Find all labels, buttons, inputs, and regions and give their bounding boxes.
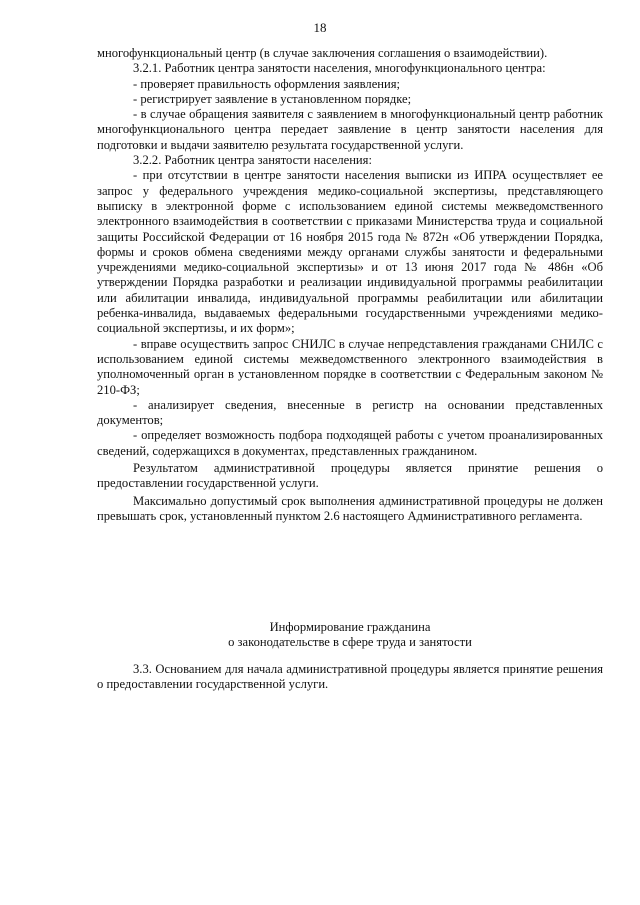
body-text: [97, 46, 603, 524]
paragraph: Максимально допустимый срок выполнения административной процедуры не должен превышать срок, установленный пунктом 2.6 настоящего Административного регламента.: [97, 493, 603, 523]
paragraph: многофункциональный центр (в случае заключения соглашения о взаимодействии).: [97, 46, 548, 60]
list-item: - при отсутствии в центре занятости населения выписки из ИПРА осуществляет ее запрос у федерального учреждения медико-социальной экспертизы, представляющего выписку в электронной форме с использованием единой системы межведомственного электронного взаимодействия в соответствии с приказами Министерства труда и социальной защиты Российской Федерации от 16 ноября 2015 года № 872н «Об утверждении Порядка, формы и сроков обмена сведениями между органами службы занятости и федеральными учреждениями медико-социальной экспертизы» и от 13 июня 2017 года № 486н «Об утверждении Порядка разработки и реализации индивидуальной программы реабилитации или абилитации инвалида, индивидуальной программы реабилитации или абилитации ребенка-инвалида, выдаваемых федеральными государственными учреждениями медико-социальной экспертизы, и их форм»;: [97, 168, 603, 336]
paragraph: 3.2.1. Работник центра занятости населения, многофункционального центра:: [133, 61, 546, 76]
closing-paragraph: [97, 662, 603, 693]
list-item: - определяет возможность подбора подходящей работы с учетом проанализированных сведений, содержащихся в документах, представленных гражданином.: [97, 428, 603, 458]
list-item: - вправе осуществить запрос СНИЛС в случае непредставления гражданами СНИЛС с использованием единой системы межведомственного электронного взаимодействия в уполномоченный орган в установленном порядке в соответствии с Федеральным законом № 210-ФЗ;: [97, 336, 603, 397]
list-item: - регистрирует заявление в установленном порядке;: [133, 91, 412, 106]
paragraph: 3.3. Основанием для начала административной процедуры является принятие решения о предоставлении государственной услуги.: [97, 662, 603, 692]
paragraph: 3.2.2. Работник центра занятости населения:: [133, 153, 372, 168]
paragraph: Результатом административной процедуры является принятие решения о предоставлении государственной услуги.: [97, 461, 603, 491]
list-item: - в случае обращения заявителя с заявлением в многофункциональный центр работник многофункционального центра передает заявление в центр занятости населения для подготовки и выдачи заявителю результата государственной услуги.: [97, 107, 603, 152]
section-heading: [97, 620, 603, 651]
list-item: - проверяет правильность оформления заявления;: [133, 76, 401, 91]
page-number: 18: [313, 20, 327, 35]
section-heading-line: Информирование гражданина: [269, 620, 431, 634]
section-heading-line: о законодательстве в сфере труда и занятости: [228, 635, 472, 650]
list-item: - анализирует сведения, внесенные в регистр на основании представленных документов;: [97, 397, 603, 428]
